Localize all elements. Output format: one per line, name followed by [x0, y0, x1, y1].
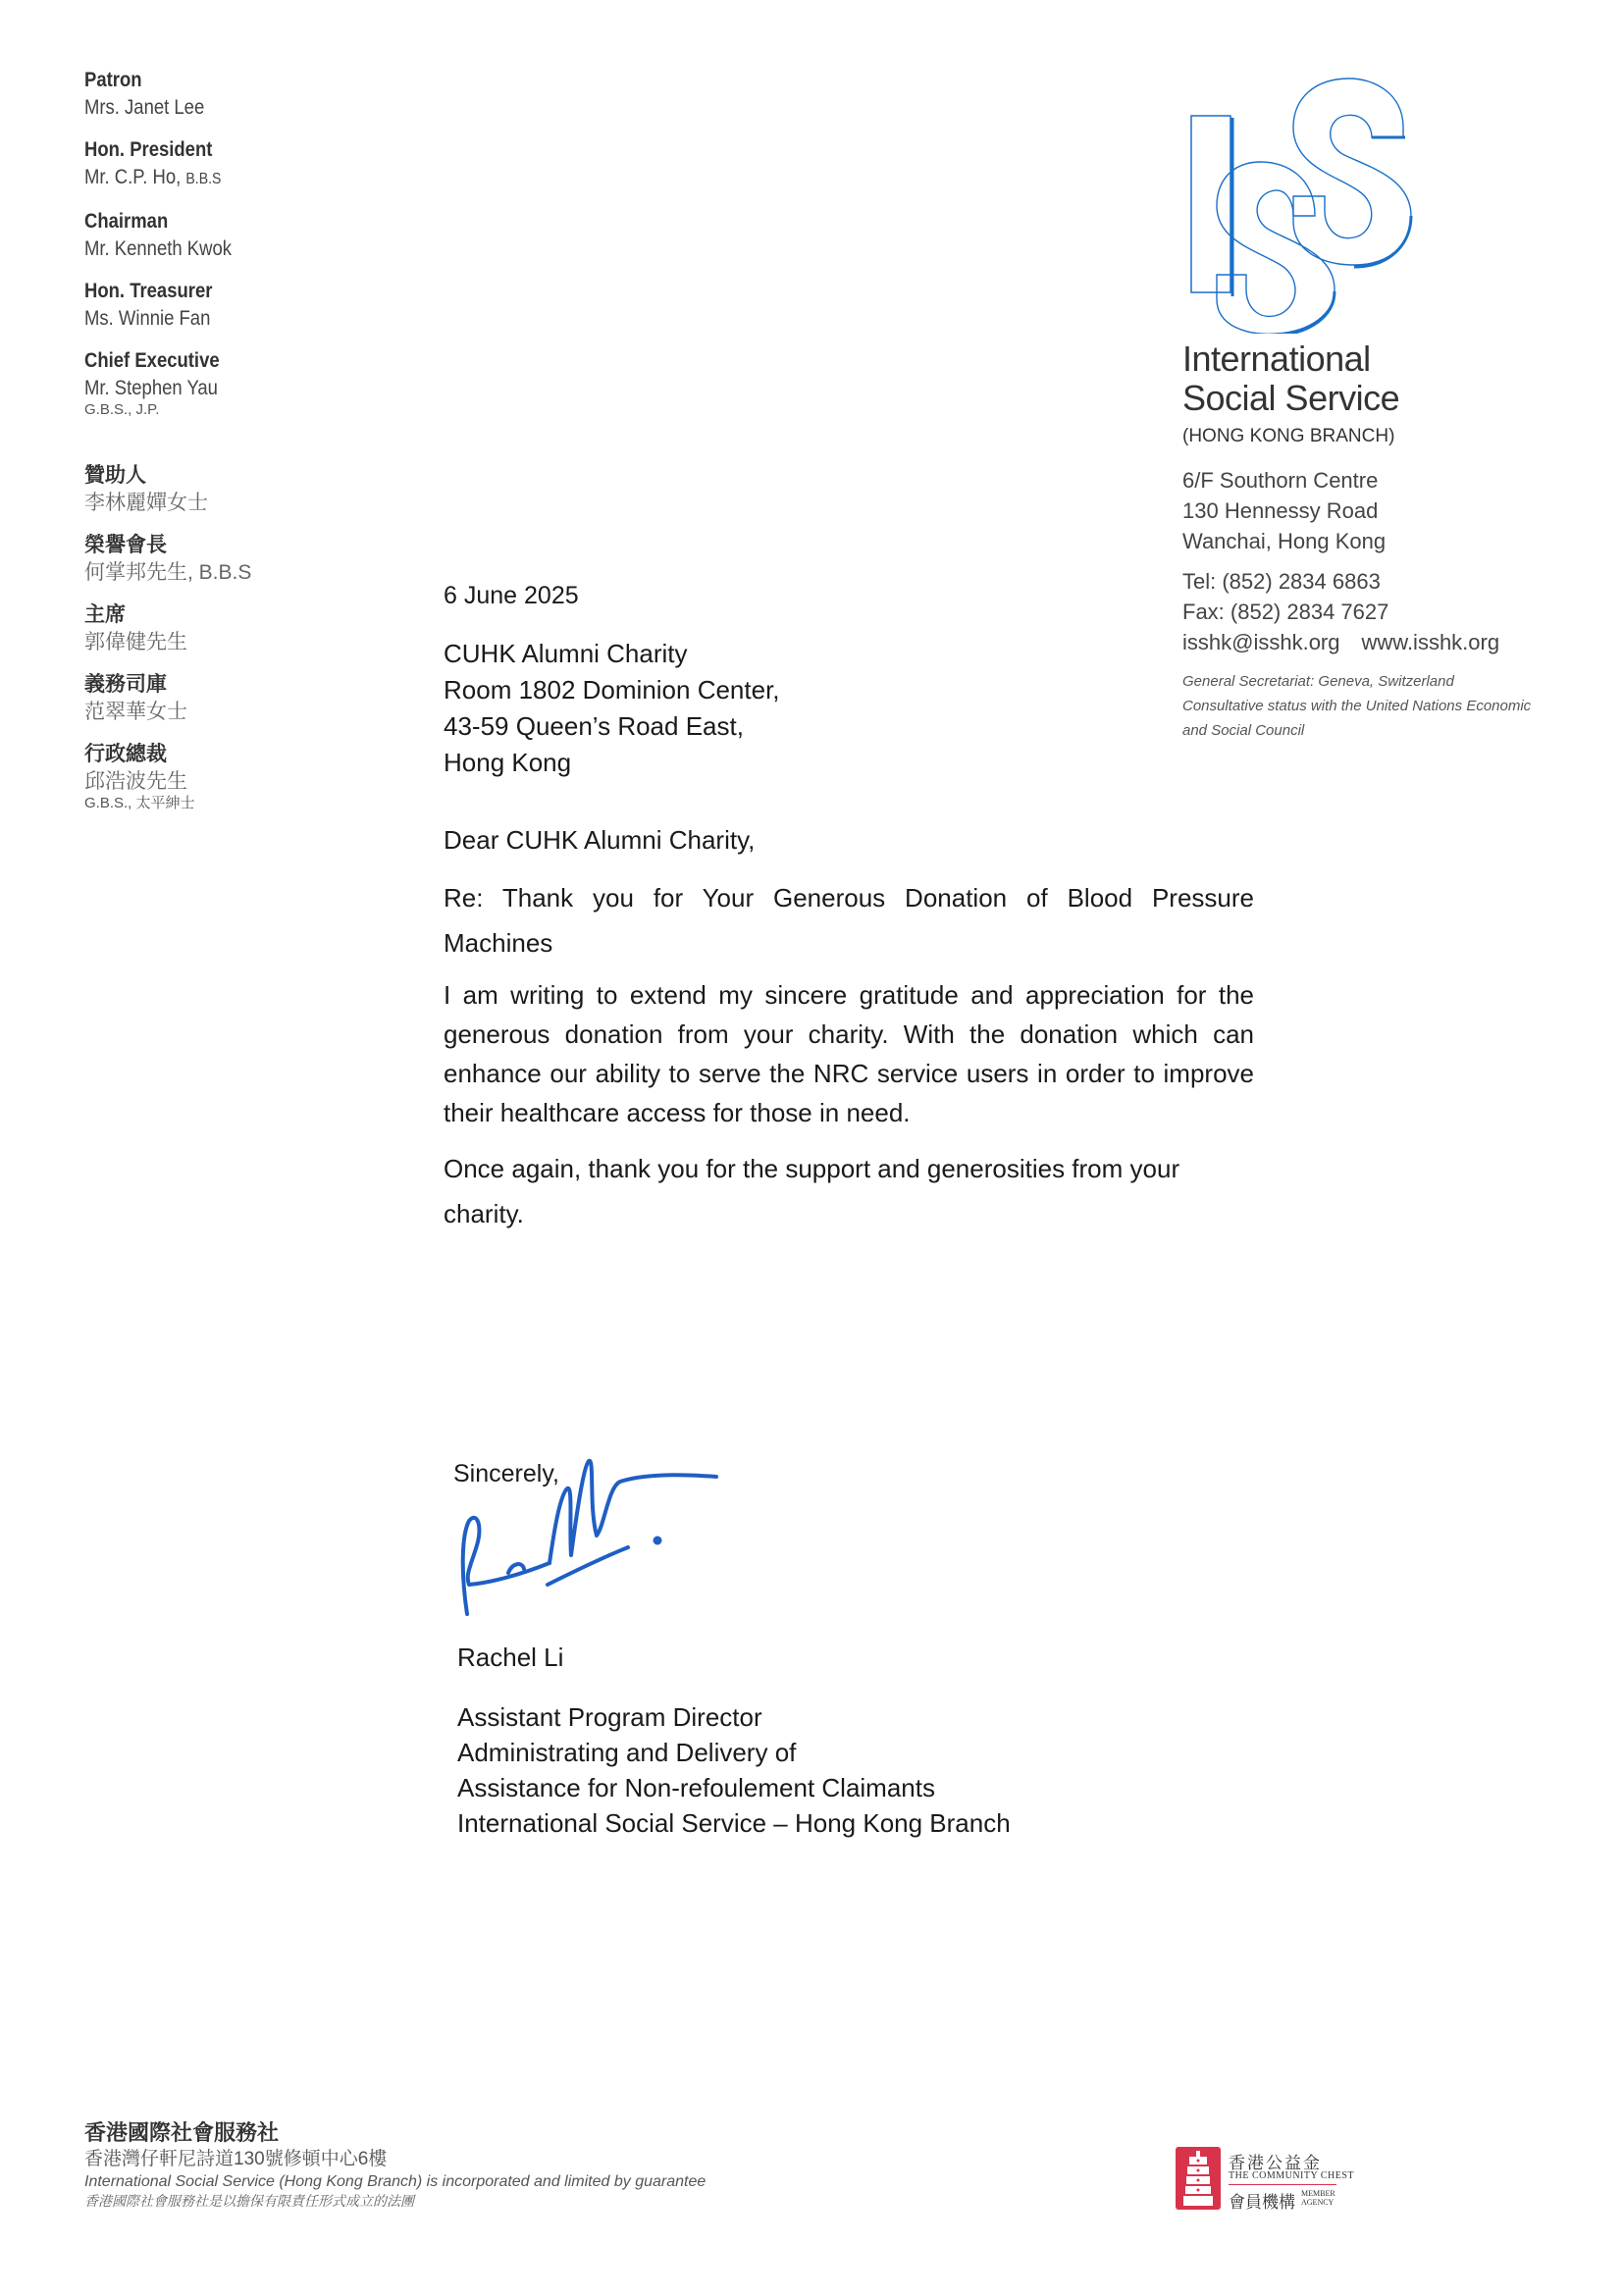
- salutation: Dear CUHK Alumni Charity,: [444, 825, 756, 855]
- footer-incorporation-zh: 香港國際社會服務社是以擔保有限責任形式成立的法團: [84, 2193, 414, 2209]
- signer-title-line: Administrating and Delivery of: [457, 1738, 797, 1767]
- officer-zh: [84, 532, 379, 586]
- body-paragraph: Once again, thank you for the support and generosities from your charity.: [444, 1154, 1180, 1228]
- officer-zh: [84, 741, 379, 812]
- subject-line: Re: Thank you for Your Generous Donation of Blood Pressure Machines: [444, 883, 1254, 958]
- closing: Sincerely,: [453, 1460, 559, 1487]
- logo-letter-s2: [1293, 78, 1411, 265]
- officer-role: Patron: [84, 69, 142, 91]
- signer-title-line: International Social Service – Hong Kong Branch: [457, 1808, 1011, 1838]
- officer-name-zh: 李林麗嬋女士: [84, 492, 208, 514]
- officer-role-zh: 義務司庫: [84, 673, 167, 696]
- officer-name: Ms. Winnie Fan: [84, 307, 211, 330]
- officer-role: Chief Executive: [84, 349, 220, 372]
- community-chest-zh: 香港公益金: [1229, 2154, 1322, 2172]
- officer-name: Mr. Kenneth Kwok: [84, 237, 232, 260]
- signer-title-line: Assistance for Non-refoulement Claimants: [457, 1773, 935, 1802]
- org-note-line: Consultative status with the United Nations Economic: [1182, 698, 1532, 714]
- officer-zh: [84, 601, 379, 655]
- logo-letter-s1: [1217, 162, 1335, 334]
- logo-letter-i: [1191, 116, 1230, 292]
- member-agency-en: [1301, 2189, 1335, 2207]
- officer-role-zh: 榮譽會長: [84, 534, 167, 556]
- officer-name-zh: 郭偉健先生: [84, 631, 187, 653]
- recipient-address: [444, 636, 1258, 781]
- officer-role: Chairman: [84, 210, 169, 233]
- org-address-line: Wanchai, Hong Kong: [1182, 529, 1387, 553]
- signer-name: Rachel Li: [457, 1643, 564, 1672]
- officer-hon-treasurer: [84, 278, 379, 332]
- officer-chairman: [84, 208, 379, 262]
- iss-logo: [1178, 69, 1423, 334]
- officer-name: Mrs. Janet Lee: [84, 96, 205, 119]
- officer-name-zh: 范翠華女士: [84, 701, 187, 723]
- officer-honors: G.B.S., J.P.: [84, 401, 160, 418]
- officer-name: Mr. Stephen Yau: [84, 377, 218, 399]
- officer-name: [84, 164, 343, 192]
- officer-role: Hon. Treasurer: [84, 280, 213, 302]
- officer-zh: [84, 671, 379, 725]
- signature: [451, 1447, 765, 1644]
- recipient-line: 43-59 Queen’s Road East,: [444, 711, 744, 741]
- org-fax: Fax: (852) 2834 7627: [1182, 600, 1389, 624]
- org-address: [1182, 465, 1595, 556]
- officer-honors-zh: G.B.S., 太平紳士: [84, 795, 195, 811]
- officer-honors: B.B.S: [185, 171, 222, 187]
- org-address-line: 130 Hennessy Road: [1182, 498, 1379, 523]
- footer: [84, 2119, 706, 2210]
- community-chest-en: THE COMMUNITY CHEST: [1229, 2170, 1355, 2181]
- footer-org-name-zh: 香港國際社會服務社: [84, 2120, 280, 2145]
- org-address-line: 6/F Southorn Centre: [1182, 468, 1379, 493]
- footer-incorporation-en: International Social Service (Hong Kong Branch) is incorporated and limited by guarantee: [84, 2173, 707, 2190]
- org-note-line: General Secretariat: Geneva, Switzerland: [1182, 673, 1454, 690]
- officer-role-zh: 行政總裁: [84, 743, 167, 765]
- org-email-link[interactable]: isshk@isshk.org: [1182, 630, 1340, 654]
- member-label: MEMBER: [1301, 2189, 1335, 2198]
- recipient-line: Room 1802 Dominion Center,: [444, 675, 780, 704]
- letter-date: 6 June 2025: [444, 582, 579, 609]
- recipient-line: CUHK Alumni Charity: [444, 639, 688, 668]
- body-paragraph: I am writing to extend my sincere gratitude and appreciation for the generous donation from your charity. With the donation which can enhance our ability to serve the NRC service users in order to improve their healthcare access for those in need.: [444, 980, 1254, 1127]
- officer-role-zh: 主席: [84, 603, 126, 626]
- community-chest-badge: [1176, 2147, 1362, 2216]
- officer-chief-executive: [84, 347, 379, 419]
- org-title-line1: International: [1182, 339, 1371, 379]
- member-agency-zh: 會員機構: [1229, 2193, 1295, 2212]
- signer-title: [457, 1699, 1011, 1841]
- officer-patron: [84, 67, 379, 121]
- org-note-line: and Social Council: [1182, 722, 1305, 739]
- officer-role-zh: 贊助人: [84, 464, 146, 487]
- officer-name-zh: 邱浩波先生: [84, 770, 187, 793]
- officers-chinese: [84, 462, 379, 812]
- org-website-link[interactable]: www.isshk.org: [1361, 630, 1500, 654]
- signer-title-line: Assistant Program Director: [457, 1702, 762, 1732]
- org-title-line2: Social Service: [1182, 378, 1400, 418]
- org-branch: (HONG KONG BRANCH): [1182, 426, 1395, 446]
- agency-label: AGENCY: [1301, 2198, 1335, 2207]
- officer-name-zh: 何掌邦先生, B.B.S: [84, 561, 252, 584]
- footer-address-zh: 香港灣仔軒尼詩道130號修頓中心6樓: [84, 2149, 388, 2169]
- divider: [1229, 2184, 1336, 2185]
- recipient-line: Hong Kong: [444, 748, 572, 777]
- officer-name-text: Mr. C.P. Ho,: [84, 166, 182, 188]
- letter-body: [444, 579, 1258, 1236]
- officer-hon-president: [84, 136, 379, 192]
- officers-column: [84, 67, 379, 828]
- officer-role: Hon. President: [84, 138, 213, 161]
- pagoda-icon: [1176, 2147, 1221, 2210]
- officer-zh: [84, 462, 379, 516]
- org-tel: Tel: (852) 2834 6863: [1182, 569, 1381, 594]
